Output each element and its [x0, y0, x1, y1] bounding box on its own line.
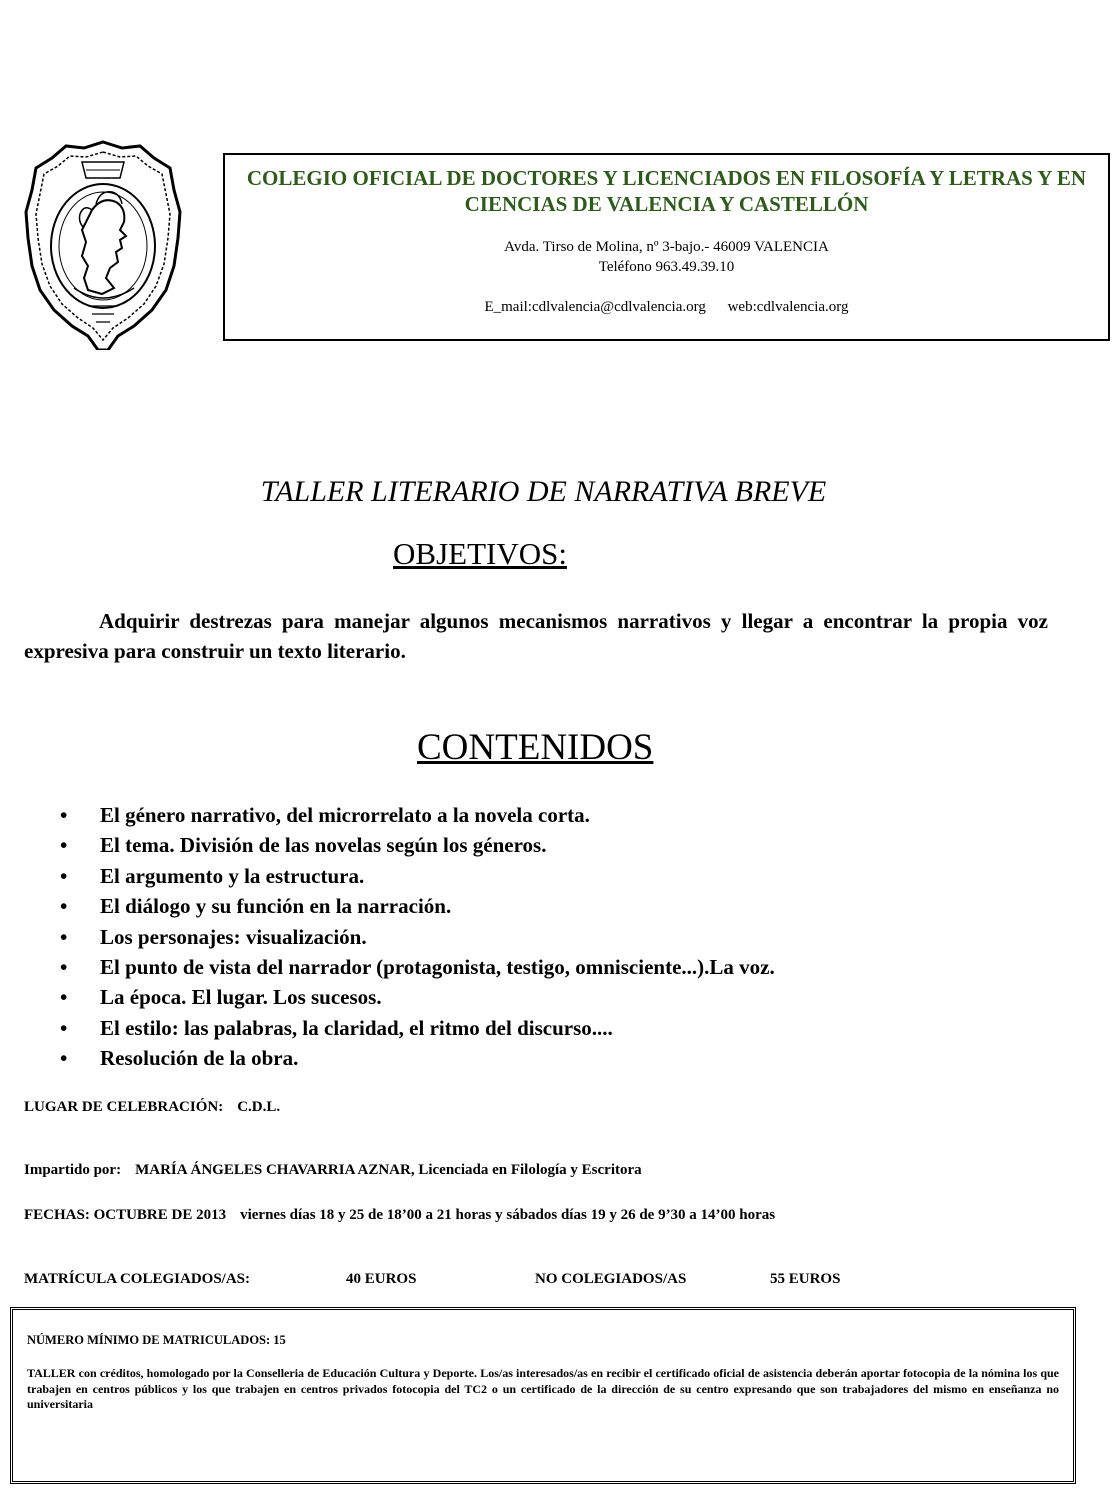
address: Avda. Tirso de Molina, nº 3-bajo.- 46009 VALENCIA [504, 239, 829, 255]
min-enrolled: NÚMERO MÍNIMO DE MATRICULADOS: 15 [27, 1333, 286, 1347]
contents-list [60, 800, 775, 1074]
contents-heading: CONTENIDOS [417, 727, 654, 768]
teacher-line [24, 1160, 642, 1180]
list-item: • El tema. División de las novelas según los géneros. [60, 830, 775, 860]
phone: Teléfono 963.49.39.10 [598, 259, 735, 275]
venue-line [24, 1097, 280, 1117]
teacher-label: Impartido por: [24, 1162, 122, 1178]
venue-value: C.D.L. [237, 1099, 281, 1115]
teacher-value: MARÍA ÁNGELES CHAVARRIA AZNAR, Licenciada en Filología y Escritora [135, 1162, 642, 1178]
header-box [223, 153, 1110, 341]
fee-members-label: MATRÍCULA COLEGIADOS/AS: [24, 1271, 251, 1287]
list-item: • Resolución de la obra. [60, 1043, 775, 1073]
dates-value: viernes días 18 y 25 de 18’00 a 21 horas y sábados días 19 y 26 de 9’30 a 14’00 horas [240, 1207, 776, 1223]
dates-label: FECHAS: OCTUBRE DE 2013 [24, 1207, 227, 1223]
list-item: • El punto de vista del narrador (protagonista, testigo, omnisciente...).La voz. [60, 952, 775, 982]
list-item: • El diálogo y su función en la narración. [60, 891, 775, 921]
dates-line [24, 1205, 775, 1225]
venue-label: LUGAR DE CELEBRACIÓN: [24, 1099, 224, 1115]
list-item: • El argumento y la estructura. [60, 861, 775, 891]
contact-line [225, 297, 1108, 317]
list-item: • El estilo: las palabras, la claridad, el ritmo del discurso.... [60, 1013, 775, 1043]
credits-note: TALLER con créditos, homologado por la Conselleria de Educación Cultura y Deporte. Los/as interesados/as en recibir el certificado oficial de asistencia deberán aportar fotocopia de la nómina los que trabajen en centros públicos y los que trabajen en centros privados fotocopia del TC2 o un certificado de la dirección de su centro expresando que son trabajadores del mismo en enseñanza no universitaria [27, 1366, 1059, 1411]
web-link[interactable]: web:cdlvalencia.org [727, 299, 849, 315]
objectives-text: Adquirir destrezas para manejar algunos mecanismos narrativos y llegar a encontrar la propia voz expresiva para construir un texto literario. [24, 609, 1048, 663]
list-item: • El género narrativo, del microrrelato a la novela corta. [60, 800, 775, 830]
list-item: • Los personajes: visualización. [60, 922, 775, 952]
email-link[interactable]: E_mail:cdlvalencia@cdlvalencia.org [484, 299, 706, 315]
fee-non-members-label: NO COLEGIADOS/AS [535, 1271, 687, 1287]
footer-notice-box [10, 1307, 1076, 1484]
objectives-heading: OBJETIVOS: [393, 536, 567, 571]
page-title: TALLER LITERARIO DE NARRATIVA BREVE [260, 475, 827, 508]
fees-line [24, 1269, 924, 1289]
org-name: COLEGIO OFICIAL DE DOCTORES Y LICENCIADOS EN FILOSOFÍA Y LETRAS Y EN CIENCIAS DE VALENCIA Y CASTELLÓN [246, 166, 1087, 216]
institution-seal-icon [22, 138, 184, 350]
list-item: • La época. El lugar. Los sucesos. [60, 982, 775, 1012]
fee-non-members-value: 55 EUROS [770, 1271, 841, 1287]
fee-members-value: 40 EUROS [346, 1271, 417, 1287]
